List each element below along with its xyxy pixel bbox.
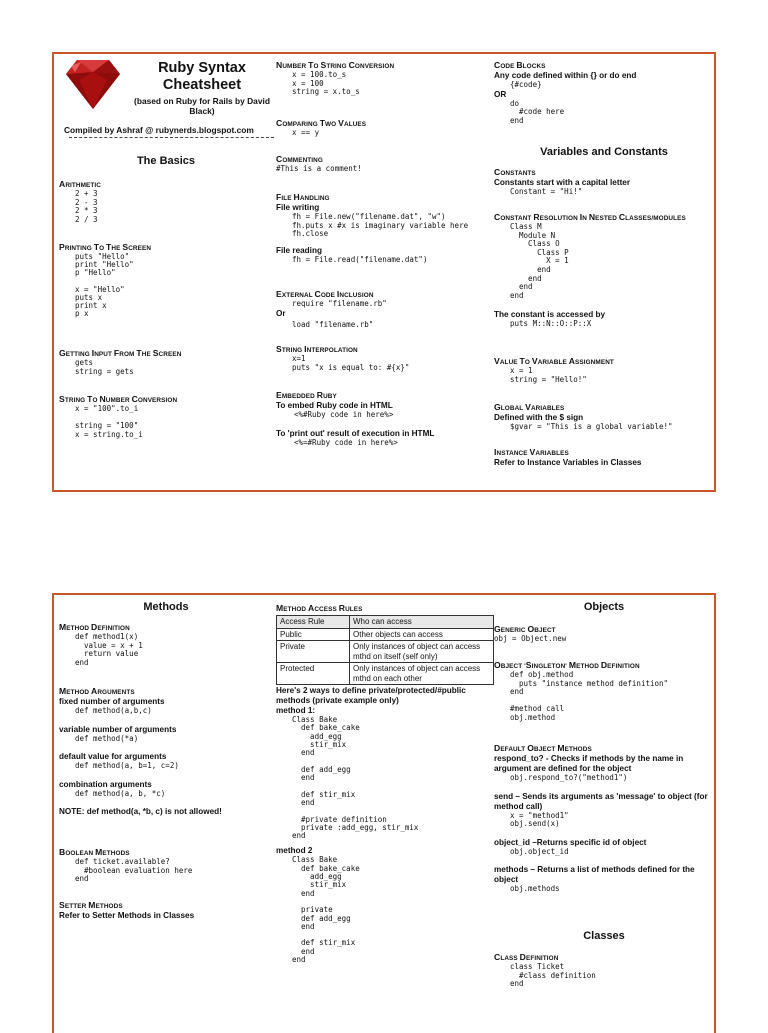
const-access-text: The constant is accessed by [494, 310, 606, 320]
num-to-string-code: x = 100.to_s x = 100 string = x.to_s [292, 70, 360, 97]
file-writing-label: File writing [276, 203, 320, 212]
generic-object-code: obj = Object.new [494, 634, 567, 643]
comparing-code: x == y [292, 128, 320, 137]
load-code: load "filename.rb" [292, 319, 374, 329]
setter-methods-section [59, 901, 194, 921]
global-variables-section [494, 403, 673, 432]
printing-heading: PRINTING TO THE SCREEN [59, 242, 152, 252]
input-code: gets string = gets [75, 358, 134, 376]
generic-object-heading: GENERIC OBJECT [494, 624, 556, 634]
method1-label: method 1: [276, 706, 316, 715]
boolean-methods-heading: BOOLEAN METHODS [59, 847, 130, 857]
constants-section [494, 168, 630, 197]
cheatsheet-page-1 [52, 52, 716, 492]
class-definition-heading: CLASS DEFINITION [494, 952, 559, 962]
string-to-number-heading: STRING TO NUMBER CONVERSION [59, 394, 178, 404]
interpolation-heading: STRING INTERPOLATION [276, 344, 358, 354]
num-to-string-heading: NUMBER TO STRING CONVERSION [276, 60, 395, 70]
instance-variables-section [494, 448, 641, 468]
const-access-code: puts M::N::O::P::X [510, 319, 592, 329]
global-variables-heading: GLOBAL VARIABLES [494, 402, 565, 412]
const-resolution-heading: CONSTANT RESOLUTION IN NESTED CLASSES/MODULES [494, 212, 686, 222]
file-reading-code: fh = File.read("filename.dat") [292, 254, 428, 264]
cheatsheet-page-2 [52, 593, 716, 1033]
require-code: require "filename.rb" [292, 299, 387, 308]
external-code-section [276, 290, 387, 329]
code-blocks-section [494, 61, 636, 125]
section-title-methods: Methods [143, 601, 189, 613]
send-text: send – Sends its arguments as 'message' to object (for method call) [494, 791, 708, 811]
generic-object-section [494, 625, 566, 644]
method2-code: Class Bake def bake_cake add_egg stir_mix end private def add_egg end def stir_mix end end [292, 855, 360, 965]
singleton-section [494, 661, 668, 723]
combo-args-label: combination arguments [59, 779, 152, 789]
constants-heading: CONSTANTS [494, 167, 536, 177]
table-row [277, 641, 494, 663]
singleton-heading: OBJECT 'SINGLETON' METHOD DEFINITION [494, 660, 640, 670]
commenting-section [276, 155, 362, 174]
table-header-row [277, 616, 494, 629]
table-row [277, 663, 494, 685]
access-rules-table [276, 615, 494, 685]
default-methods-heading: DEFAULT OBJECT METHODS [494, 743, 592, 753]
section-title-variables: Variables and Constants [540, 146, 668, 158]
method-definition-section [59, 623, 143, 667]
interpolation-code: x=1 puts "x is equal to: #{x}" [292, 354, 410, 372]
column-1 [59, 595, 273, 1026]
table-cell: Only instances of object can access mthd on itself (self only) [350, 641, 494, 663]
author-credit: Compiled by Ashraf @ rubynerds.blogspot.com [64, 125, 254, 135]
embed-label: To embed Ruby code in HTML [276, 401, 393, 410]
printing-code: puts "Hello" print "Hello" p "Hello" x = "Hello" puts x print x p x [75, 252, 134, 319]
class-definition-section [494, 953, 596, 989]
or-label: Or [276, 308, 286, 318]
respond-to-text: respond_to? - Checks if methods by the name in argument are defined for the object [494, 754, 684, 773]
print-out-code: <%=#Ruby code in here%> [294, 437, 398, 447]
method-definition-heading: METHOD DEFINITION [59, 622, 130, 632]
args-note: NOTE: def method(a, *b, c) is not allowed! [59, 807, 222, 817]
assignment-section [494, 357, 614, 384]
method-arguments-section [59, 687, 222, 817]
string-to-number-section [59, 395, 177, 439]
constants-text: Constants start with a capital letter [494, 178, 631, 187]
const-resolution-section [494, 213, 686, 329]
subtitle: (based on Ruby for Rails by David Black) [134, 96, 270, 116]
access-intro-text: Here's 2 ways to define private/protected/#public methods (private example only) [276, 686, 466, 705]
or-label: OR [494, 89, 507, 99]
input-heading: GETTING INPUT FROM THE SCREEN [59, 348, 182, 358]
section-title-objects: Objects [583, 601, 625, 613]
global-variables-text: Defined with the $ sign [494, 413, 584, 422]
table-header-cell: Access Rule [277, 616, 350, 629]
fixed-args-code: def method(a,b,c) [75, 706, 152, 715]
section-title-basics: The Basics [136, 155, 196, 167]
comparing-heading: COMPARING TWO VALUES [276, 118, 367, 128]
singleton-code: def obj.method puts "instance method definition" end #method call obj.method [510, 670, 669, 722]
const-resolution-code: Class M Module N Class O Class P X = 1 end end end end [510, 222, 569, 300]
divider [69, 137, 274, 138]
embedded-ruby-heading: EMBEDDED RUBY [276, 390, 337, 400]
column-1 [59, 54, 273, 490]
embedded-ruby-section [276, 391, 434, 447]
default-args-label: default value for arguments [59, 752, 167, 762]
method2-label: method 2 [276, 846, 313, 856]
arithmetic-section [59, 180, 101, 224]
code-blocks-text: Any code defined within {} or do end [494, 71, 637, 80]
table-cell: Protected [277, 663, 350, 685]
table-header-cell: Who can access [350, 616, 494, 629]
boolean-methods-code: def ticket.available? #boolean evaluation here end [75, 857, 193, 884]
commenting-heading: COMMENTING [276, 154, 323, 164]
ruby-logo-icon [65, 58, 121, 110]
commenting-code: #This is a comment! [276, 164, 362, 173]
input-section [59, 349, 181, 376]
access-rules-heading: METHOD ACCESS RULES [276, 603, 363, 613]
assignment-code: x = 1 string = "Hello!" [510, 366, 587, 384]
embed-code: <%#Ruby code in here%> [294, 410, 394, 419]
method-definition-code: def method1(x) value = x + 1 return value end [75, 632, 143, 667]
constants-code: Constant = "Hi!" [510, 187, 583, 196]
section-title-classes: Classes [583, 930, 625, 942]
column-2 [276, 595, 492, 1026]
table-cell: Other objects can access [350, 628, 494, 641]
default-args-code: def method(a, b=1, c=2) [75, 761, 179, 771]
arithmetic-heading: ARITHMETIC [59, 179, 102, 189]
variable-args-code: def method(*a) [75, 733, 139, 743]
table-cell: Private [277, 641, 350, 663]
methods-code: obj.methods [510, 884, 560, 894]
access-rules-section [276, 604, 494, 964]
column-3 [494, 595, 714, 1026]
table-cell: Only instances of object can access mthd on each other [350, 663, 494, 685]
instance-variables-text: Refer to Instance Variables in Classes [494, 458, 642, 467]
method-arguments-heading: METHOD ARGUMENTS [59, 686, 135, 696]
page-title: Ruby Syntax Cheatsheet [158, 60, 246, 93]
method1-code: Class Bake def bake_cake add_egg stir_mix end def add_egg end def stir_mix end #private definition private :add_egg, stir_mix end [292, 715, 419, 841]
object-id-text: object_id –Returns specific id of object [494, 837, 647, 847]
file-writing-code: fh = File.new("filename.dat", "w") fh.puts x #x is imaginary variable here fh.close [292, 212, 469, 239]
respond-to-code: obj.respond_to?("method1") [510, 773, 628, 782]
setter-methods-heading: SETTER METHODS [59, 900, 123, 910]
instance-variables-heading: INSTANCE VARIABLES [494, 447, 569, 457]
code-blocks-code1: {#code} [510, 80, 542, 89]
string-to-number-code: x = "100".to_i string = "100" x = string.to_i [75, 404, 143, 439]
boolean-methods-section [59, 848, 192, 884]
column-3 [494, 54, 714, 490]
send-code: x = "method1" obj.send(x) [510, 810, 569, 829]
object-id-code: obj.object_id [510, 846, 569, 856]
fixed-args-label: fixed number of arguments [59, 697, 165, 706]
table-cell: Public [277, 628, 350, 641]
file-reading-label: File reading [276, 245, 322, 255]
external-code-heading: EXTERNAL CODE INCLUSION [276, 289, 374, 299]
table-row [277, 628, 494, 641]
printing-section [59, 243, 151, 319]
column-2 [276, 54, 492, 490]
global-variables-code: $gvar = "This is a global variable!" [510, 422, 673, 431]
arithmetic-code: 2 + 3 2 - 3 2 * 3 2 / 3 [75, 189, 98, 224]
variable-args-label: variable number of arguments [59, 724, 177, 734]
file-handling-section [276, 193, 468, 264]
comparing-section [276, 119, 366, 138]
file-handling-heading: FILE HANDLING [276, 192, 330, 202]
num-to-string-section [276, 61, 394, 97]
methods-text: methods – Returns a list of methods defined for the object [494, 865, 695, 885]
interpolation-section [276, 345, 409, 372]
setter-methods-text: Refer to Setter Methods in Classes [59, 911, 195, 920]
default-methods-section [494, 744, 712, 894]
print-out-label: To 'print out' result of execution in HTML [276, 428, 435, 438]
code-blocks-code2: do #code here end [510, 98, 565, 125]
combo-args-code: def method(a, b, *c) [75, 788, 166, 798]
code-blocks-heading: CODE BLOCKS [494, 60, 546, 70]
assignment-heading: VALUE TO VARIABLE ASSIGNMENT [494, 356, 614, 366]
class-definition-code: class Ticket #class definition end [510, 962, 596, 989]
